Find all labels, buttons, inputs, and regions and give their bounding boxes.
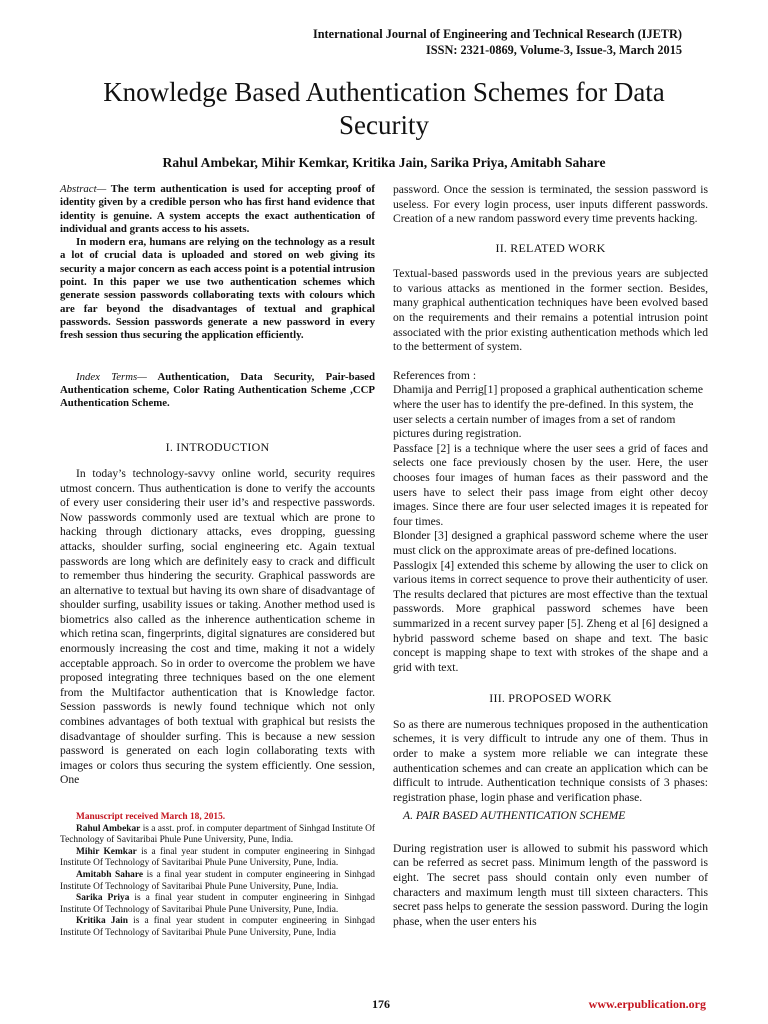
left-column — [60, 183, 375, 940]
introduction-text: In today’s technology-savvy online world, security requires utmost concern. Thus authentication is done to verify the accounts of every user considering their user id’s and respective passwords. Now passwords commonly used are textual which are prone to hacking through dictionary attacks, eves dropping, guessing attacks, shoulder surfing, social engineering etc. Again textual passwords are long which are definitely easy to crack and difficult to remember thus hindering the security. Graphical passwords are an alternative to textual but having its own share of disadvantage of shoulder surfing, usability issues or taking. Another method used is biometrics also called as the inherence authentication scheme in which retina scan, fingerprints, digital signatures are considered but enormously increasing the cost and time, making it not a widely acceptable approach. So in order to overcome the problem we have proposed integrating three techniques based on the one element from the Multifactor authentication that is Knowledge factor. Session passwords is newly found technique which not only combines advantages of both textual with graphical but resists the disadvantage of shoulder surfing. This is because a new session password is generated on each login collaborating texts with images or colors thus securing the system efficiently. One session, One — [60, 466, 375, 787]
paper-authors: Rahul Ambekar, Mihir Kemkar, Kritika Jain, Sarika Priya, Amitabh Sahare — [162, 155, 606, 170]
footnote-author-name: Sarika Priya — [76, 893, 130, 904]
proposed-work-text: So as there are numerous techniques proposed in the authentication schemes, it is very difficult to intrude any one of them. Thus in order to make a system more reliable we can integrate these authentication schemes and can create an application which can be difficult to intrude. Authentication technique consists of 3 phases: registration phase, login phase and verification phase. — [393, 717, 708, 804]
publisher-website[interactable]: www.erpublication.org — [588, 997, 706, 1011]
abstract-paragraph-2: In modern era, humans are relying on the technology as a result a lot of crucial data is uploaded and stored on web giving its security a major concern as each access point is a potential intrusion point. In this paper we use two authentication schemes which generate session passwords collaborating texts with colours which are far beyond the disadvantages of textual and graphical passwords. Session passwords generate a new password in every fresh session thus securing the application efficiently. — [60, 236, 375, 342]
right-column — [393, 183, 708, 929]
reference-paragraph: Passlogix [4] extended this scheme by allowing the user to click on various items in correct sequence to prove their authenticity of user. The results declared that pictures are most effective than the textual passwords. More graphical password schemes have been summarized in a recent survey paper [5]. Zheng et al [6] designed a hybrid password scheme based on shape and text. The basic concept is mapping shape to text with strokes of the shape and a grid with text. — [393, 558, 708, 674]
footnotes — [60, 812, 375, 940]
journal-issn: ISSN: 2321-0869, Volume-3, Issue-3, March 2015 — [426, 43, 682, 57]
paper-title: Knowledge Based Authentication Schemes for Data Security — [103, 77, 665, 140]
index-terms — [60, 371, 375, 411]
related-work-text: Textual-based passwords used in the previous years are subjected to various attacks as mentioned in the former section. Besides, many graphical authentication techniques have been evolved based on the requirements and their remains a potential intrusion point associated with the prior existing authentication methods which led to the betterment of system. — [393, 267, 708, 354]
section-heading-related-work: II. RELATED WORK — [495, 240, 606, 255]
footnote-author-name: Kritika Jain — [76, 916, 129, 927]
index-terms-text: Authentication, Data Security, Pair-based Authentication scheme, Color Rating Authentication Scheme ,CCP Authentication Scheme. — [60, 370, 375, 410]
footnote-author-5: Kritika Jain is a final year student in computer engineering in Sinhgad Institute Of Technology of Savitaribai Phule Pune University, Pune, India — [60, 916, 375, 938]
abstract-text-1: The term authentication is used for accepting proof of identity given by a credible person who has first hand evidence that identity is genuine. A system accepts the exact authentication of individual and grants access to his assets. — [60, 183, 375, 235]
index-terms-label: Index Terms— — [76, 370, 147, 383]
reference-paragraph: Blonder [3] designed a graphical password scheme where the user must click on the approximate areas of pre-defined locations. — [393, 529, 708, 557]
abstract-label: Abstract— — [60, 183, 107, 195]
footnote-author-name: Mihir Kemkar — [76, 846, 137, 857]
reference-paragraph: Passface [2] is a technique where the user sees a grid of faces and selects one face previously chosen by the user. Here, the user chooses four images of human faces as their password and the users have to select their pass image from eight other decoy images. Since there are four user selected images it is repeated for four times. — [393, 441, 708, 528]
footnote-author-name: Amitabh Sahare — [76, 869, 143, 880]
abstract-paragraph-1 — [60, 183, 375, 236]
journal-header — [313, 26, 682, 58]
footnote-author-4: Sarika Priya is a final year student in computer engineering in Sinhgad Institute Of Technology of Savitaribai Phule Pune University, Pune, India. — [60, 893, 375, 915]
footnote-author-3: Amitabh Sahare is a final year student in computer engineering in Sinhgad Institute Of Technology of Savitaribai Phule Pune University, Pune, India. — [60, 869, 375, 892]
intro-continued-text: password. Once the session is terminated, the session password is useless. For every login process, user inputs different passwords. Creation of a new random password every time prevents hacking. — [393, 183, 708, 226]
pair-based-text: During registration user is allowed to submit his password which can be referred as secret pass. Minimum length of the password is eight. The secret pass should contain only even number of characters and maximum length must till sixteen characters. This secret pass helps to generate the session password. During the login phase, when the user enters his — [393, 841, 708, 928]
footnote-author-name: Rahul Ambekar — [76, 823, 141, 834]
section-heading-introduction: I. INTRODUCTION — [165, 440, 270, 455]
footnote-author-2: Mihir Kemkar is a final year student in computer engineering in Sinhgad Institute Of Technology of Savitaribai Phule Pune University, Pune, India. — [60, 846, 375, 869]
manuscript-received: Manuscript received March 18, 2015. — [76, 812, 226, 823]
reference-paragraph: Dhamija and Perrig[1] proposed a graphical authentication scheme where the user has to identify the pre-defined. In this system, the user selects a certain number of images from a set of random pictures during registration. — [393, 383, 704, 441]
footnote-author-1: Rahul Ambekar is a asst. prof. in computer department of Sinhgad Institute Of Technology of Savitaribai Phule Pune University, Pune, India. — [60, 823, 375, 846]
journal-name: International Journal of Engineering and Technical Research (IJETR) — [312, 27, 682, 41]
page-number: 176 — [372, 997, 390, 1011]
references-intro: References from : — [393, 368, 477, 382]
subsection-heading-pair-based: A. PAIR BASED AUTHENTICATION SCHEME — [403, 809, 626, 823]
references-block — [393, 369, 708, 675]
section-heading-proposed-work: III. PROPOSED WORK — [489, 691, 612, 706]
